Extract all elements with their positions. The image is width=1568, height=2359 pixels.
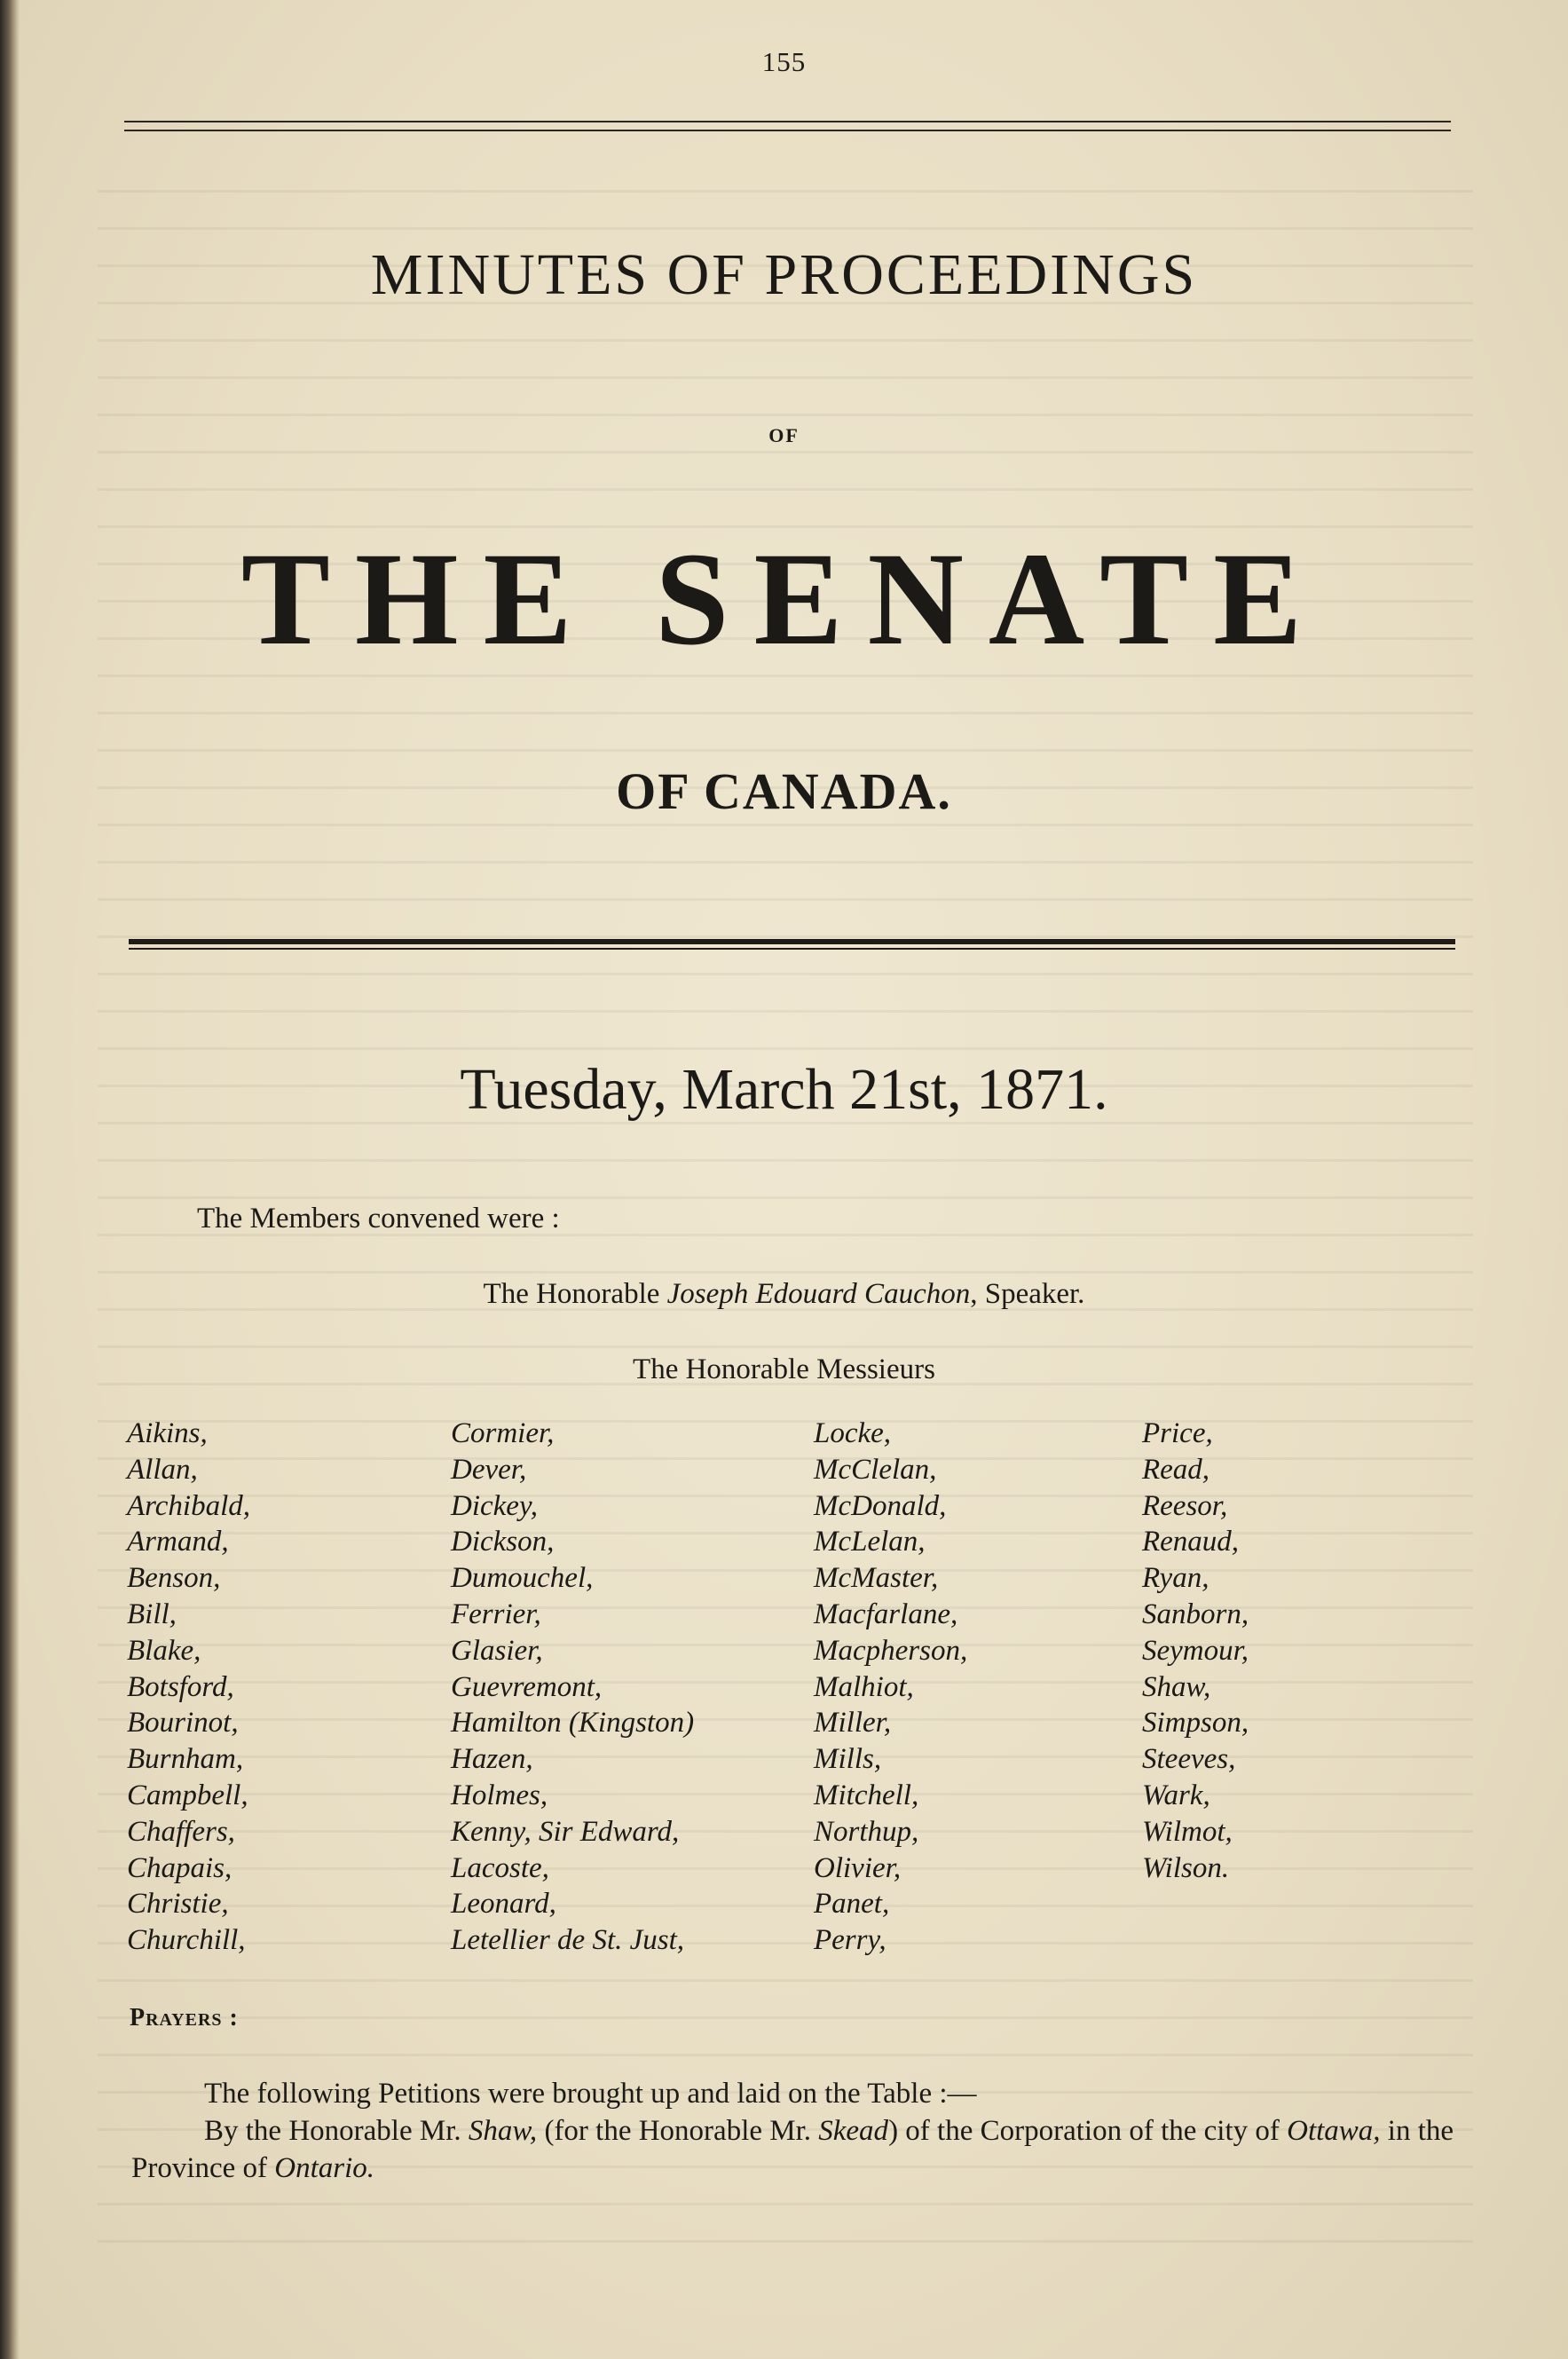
member-name: Perry,	[814, 1924, 886, 1957]
member-name: Reesor,	[1142, 1489, 1228, 1522]
member-name: Dickson,	[451, 1526, 555, 1558]
petition-text: in the Province of	[131, 2115, 1454, 2184]
petition-member-name: Shaw,	[468, 2115, 538, 2147]
member-name: Panet,	[814, 1888, 890, 1921]
title-of: OF	[768, 424, 800, 446]
member-name: Glasier,	[451, 1634, 543, 1667]
member-name: Christie,	[127, 1888, 229, 1921]
speaker-suffix: , Speaker.	[970, 1278, 1085, 1310]
member-name: Chapais,	[127, 1851, 232, 1884]
petition-place-name: Ottawa,	[1287, 2115, 1381, 2147]
members-column-3	[814, 1416, 967, 1959]
rule-line	[124, 130, 1451, 131]
member-name: Sanborn,	[1142, 1598, 1249, 1630]
member-name: Wark,	[1142, 1779, 1210, 1811]
member-name: Hazen,	[451, 1743, 533, 1776]
page-number: 155	[761, 46, 807, 77]
member-name: McMaster,	[814, 1562, 939, 1595]
title-the-senate: THE SENATE	[240, 525, 1328, 673]
member-name: Lacoste,	[451, 1851, 549, 1884]
member-name: Bill,	[127, 1598, 177, 1630]
member-name: McDonald,	[814, 1489, 947, 1522]
member-name: Blake,	[127, 1634, 201, 1667]
member-name: Mitchell,	[814, 1779, 919, 1811]
member-name: Shaw,	[1142, 1670, 1211, 1703]
petition-place-name: Ontario.	[274, 2152, 375, 2184]
member-name: Archibald,	[127, 1489, 251, 1522]
member-name: Macpherson,	[814, 1634, 968, 1667]
top-double-rule	[124, 121, 1451, 135]
member-name: Northup,	[814, 1815, 919, 1848]
member-name: Guevremont,	[451, 1670, 603, 1703]
members-column-1	[127, 1416, 250, 1959]
member-name: Ferrier,	[451, 1598, 541, 1630]
member-name: Leonard,	[451, 1888, 556, 1921]
section-divider-rule	[129, 939, 1455, 951]
petition-text: ) of the Corporation of the city of	[888, 2115, 1288, 2147]
sitting-date: Tuesday, March 21st, 1871.	[460, 1057, 1108, 1122]
member-name: Aikins,	[127, 1417, 208, 1449]
messieurs-heading: The Honorable Messieurs	[633, 1353, 935, 1385]
speaker-prefix: The Honorable	[483, 1278, 660, 1310]
petition-member-name: Skead	[818, 2115, 889, 2147]
member-name: Macfarlane,	[814, 1598, 958, 1630]
member-name: Mills,	[814, 1743, 882, 1776]
members-convened-heading: The Members convened were :	[197, 1203, 560, 1235]
member-name: Hamilton (Kingston)	[451, 1707, 695, 1740]
petition-entry	[131, 2112, 1476, 2187]
member-name: Dickey,	[451, 1489, 539, 1522]
member-name: Malhiot,	[814, 1670, 914, 1703]
member-name: Allan,	[127, 1453, 198, 1486]
petitions-intro: The following Petitions were brought up and laid on the Table :—	[204, 2078, 977, 2110]
member-name: Ryan,	[1142, 1562, 1209, 1595]
member-name: Burnham,	[127, 1743, 244, 1776]
book-binding-edge	[0, 0, 20, 2359]
member-name: Simpson,	[1142, 1707, 1249, 1740]
member-name: Steeves,	[1142, 1743, 1236, 1776]
member-name: McClelan,	[814, 1453, 937, 1486]
member-name: Botsford,	[127, 1670, 234, 1703]
member-name: Kenny, Sir Edward,	[451, 1815, 680, 1848]
member-name: Armand,	[127, 1526, 229, 1558]
member-name: Olivier,	[814, 1851, 902, 1884]
member-name: McLelan,	[814, 1526, 926, 1558]
title-of-canada: OF CANADA.	[616, 762, 952, 820]
member-name: Campbell,	[127, 1779, 248, 1811]
member-name: Renaud,	[1142, 1526, 1240, 1558]
petitions-text	[131, 2075, 1476, 2187]
member-name: Churchill,	[127, 1924, 246, 1957]
member-name: Letellier de St. Just,	[451, 1924, 685, 1957]
petition-text: By the Honorable Mr.	[204, 2115, 469, 2147]
speaker-name: Joseph Edouard Cauchon	[666, 1278, 971, 1310]
member-name: Read,	[1142, 1453, 1210, 1486]
member-name: Price,	[1142, 1417, 1213, 1449]
member-name: Cormier,	[451, 1417, 555, 1449]
member-name: Seymour,	[1142, 1634, 1249, 1667]
member-name: Locke,	[814, 1417, 892, 1449]
member-name: Chaffers,	[127, 1815, 235, 1848]
member-name: Dumouchel,	[451, 1562, 594, 1595]
member-name: Wilson.	[1142, 1851, 1230, 1884]
rule-line	[124, 121, 1451, 122]
member-name: Wilmot,	[1142, 1815, 1233, 1848]
members-column-4	[1142, 1416, 1249, 1886]
prayers-heading: Prayers :	[130, 2004, 239, 2032]
speaker-line	[0, 1278, 1568, 1311]
member-name: Benson,	[127, 1562, 221, 1595]
rule-line-thin	[129, 948, 1455, 950]
member-name: Bourinot,	[127, 1707, 239, 1740]
members-list	[0, 1416, 1568, 1966]
title-minutes-of-proceedings: MINUTES OF PROCEEDINGS	[370, 242, 1198, 307]
petition-text: (for the Honorable Mr.	[537, 2115, 819, 2147]
rule-line-thick	[129, 939, 1455, 944]
members-column-2	[451, 1416, 694, 1959]
member-name: Dever,	[451, 1453, 527, 1486]
member-name: Holmes,	[451, 1779, 548, 1811]
member-name: Miller,	[814, 1707, 892, 1740]
